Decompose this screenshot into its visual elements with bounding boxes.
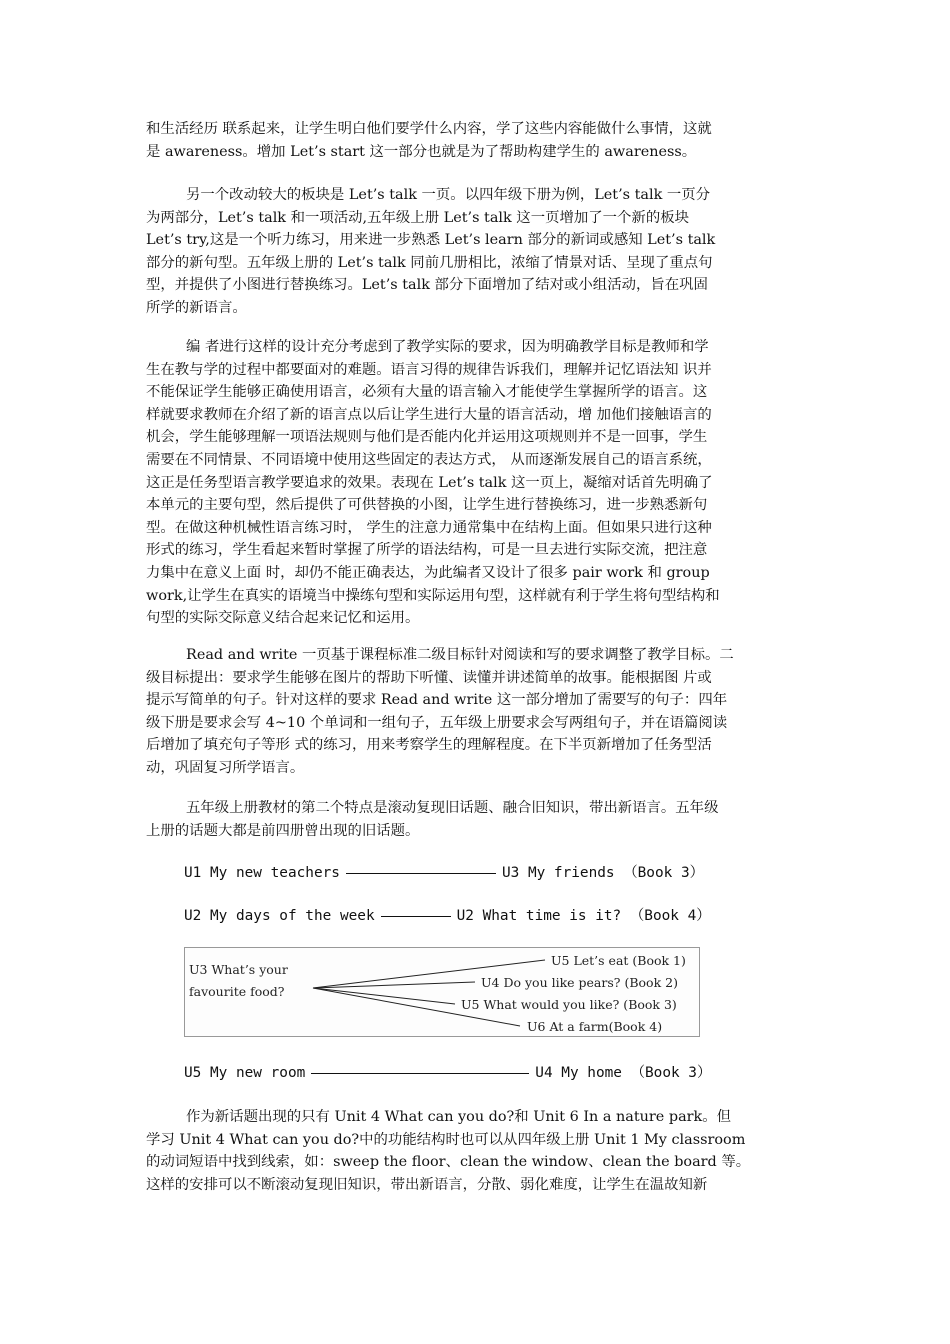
- text-line: 另一个改动较大的板块是 Let’s talk 一页。以四年级下册为例，Let’s talk 一页分: [186, 187, 711, 203]
- topic-link-row: [184, 906, 711, 926]
- text-line: 的动词短语中找到线索，如：sweep the floor、clean the window、clean the board 等。: [146, 1154, 751, 1171]
- paragraph-1: [146, 118, 806, 163]
- text-line: 学习 Unit 4 What can you do?中的功能结构时也可以从四年级上册 Unit 1 My classroom: [146, 1131, 746, 1148]
- text-line: 所学的新语言。: [146, 299, 247, 316]
- text-line: 编 者进行这样的设计充分考虑到了教学实际的要求，因为明确教学目标是教师和学: [186, 339, 709, 355]
- topic-link-row: [184, 863, 704, 883]
- text-line: 是 awareness。增加 Let’s start 这一部分也就是为了帮助构建学生的 awareness。: [146, 143, 697, 160]
- text-line: work,让学生在真实的语境当中操练句型和实际运用句型，这样就有利于学生将句型结构和: [146, 587, 720, 604]
- figure-target: U5 What would you like? (Book 3): [461, 997, 677, 1012]
- text-line: 级下册是要求会写 4~10 个单词和一组句子，五年级上册要求会写两组句子，并在语篇阅读: [146, 714, 728, 731]
- text-line: 样就要求教师在介绍了新的语言点以后让学生进行大量的语言活动，增 加他们接触语言的: [146, 406, 712, 423]
- topic-link-left: U2 My days of the week: [184, 908, 375, 924]
- topic-link-row: [184, 1063, 711, 1083]
- text-line: 不能保证学生能够正确使用语言，必须有大量的语言输入才能使学生掌握所学的语言。这: [146, 384, 708, 401]
- text-line: 上册的话题大都是前四册曾出现的旧话题。: [146, 822, 420, 839]
- paragraph-4: [146, 644, 806, 780]
- text-line: 需要在不同情景、不同语境中使用这些固定的表达方式， 从而逐渐发展自己的语言系统，: [146, 451, 712, 468]
- text-line: 为两部分，Let’s talk 和一项活动,五年级上册 Let’s talk 这一页增加了一个新的板块: [146, 209, 689, 226]
- paragraph-3: [146, 336, 806, 630]
- topic-link-right: U3 My friends （Book 3）: [501, 865, 705, 881]
- text-line: 本单元的主要句型，然后提供了可供替换的小图，让学生进行替换练习，进一步熟悉新句: [146, 497, 708, 514]
- figure-target: U5 Let’s eat (Book 1): [551, 953, 686, 968]
- text-line: 句型的实际交际意义结合起来记忆和运用。: [146, 610, 420, 627]
- text-line: 提示写简单的句子。针对这样的要求 Read and write 这一部分增加了需要写的句子：四年: [146, 692, 728, 709]
- figure-source-line: favourite food?: [189, 984, 285, 999]
- paragraph-2: [146, 184, 806, 320]
- topic-link-right: U2 What time is it? （Book 4）: [456, 908, 711, 924]
- paragraph-5: [146, 797, 806, 842]
- text-line: 形式的练习，学生看起来暂时掌握了所学的语法结构，可是一旦去进行实际交流，把注意: [146, 542, 708, 559]
- text-line: 型。在做这种机械性语言练习时， 学生的注意力通常集中在结构上面。但如果只进行这种: [146, 519, 712, 536]
- figure-target: U4 Do you like pears? (Book 2): [481, 975, 678, 990]
- text-line: 动，巩固复习所学语言。: [146, 759, 305, 776]
- connector-line: [311, 1073, 529, 1074]
- text-line: 五年级上册教材的第二个特点是滚动复现旧话题、融合旧知识，带出新语言。五年级: [186, 800, 719, 816]
- text-line: 力集中在意义上面 时，却仍不能正确表达，为此编者又设计了很多 pair work 和 group: [146, 564, 710, 581]
- figure-target: U6 At a farm(Book 4): [527, 1019, 663, 1034]
- text-line: Read and write 一页基于课程标准二级目标针对阅读和写的要求调整了教学目标。二: [186, 647, 734, 663]
- paragraph-6: [146, 1106, 806, 1196]
- text-line: Let’s try,这是一个听力练习，用来进一步熟悉 Let’s learn 部分的新词或感知 Let’s talk: [146, 232, 716, 249]
- text-line: 这正是任务型语言教学要追求的效果。表现在 Let’s talk 这一页上，凝缩对话首先明确了: [146, 474, 713, 491]
- text-line: 作为新话题出现的只有 Unit 4 What can you do?和 Unit 6 In a nature park。但: [186, 1109, 732, 1125]
- connector-line: [346, 873, 496, 874]
- topic-branch-figure: [184, 947, 700, 1037]
- topic-link-left: U5 My new room: [184, 1065, 306, 1081]
- text-line: 型，并提供了小图进行替换练习。Let’s talk 部分下面增加了结对或小组活动，旨在巩固: [146, 277, 708, 294]
- connector-line: [381, 916, 451, 917]
- text-line: 部分的新句型。五年级上册的 Let’s talk 同前几册相比，浓缩了情景对话、呈现了重点句: [146, 254, 713, 271]
- text-line: 和生活经历 联系起来，让学生明白他们要学什么内容，学了这些内容能做什么事情，这就: [146, 121, 712, 137]
- branch-diagram: [185, 948, 701, 1038]
- branch-line: [313, 988, 455, 1004]
- text-line: 后增加了填充句子等形 式的练习，用来考察学生的理解程度。在下半页新增加了任务型活: [146, 737, 712, 754]
- text-line: 生在教与学的过程中都要面对的难题。语言习得的规律告诉我们，理解并记忆语法知 识并: [146, 361, 712, 378]
- figure-source-line: U3 What’s your: [189, 962, 288, 977]
- topic-link-left: U1 My new teachers: [184, 865, 340, 881]
- text-line: 机会，学生能够理解一项语法规则与他们是否能内化并运用这项规则并不是一回事，学生: [146, 429, 708, 446]
- topic-link-right: U4 My home （Book 3）: [535, 1065, 712, 1081]
- text-line: 级目标提出：要求学生能够在图片的帮助下听懂、读懂并讲述简单的故事。能根据图 片或: [146, 669, 712, 686]
- text-line: 这样的安排可以不断滚动复现旧知识，带出新语言，分散、弱化难度，让学生在温故知新: [146, 1176, 708, 1193]
